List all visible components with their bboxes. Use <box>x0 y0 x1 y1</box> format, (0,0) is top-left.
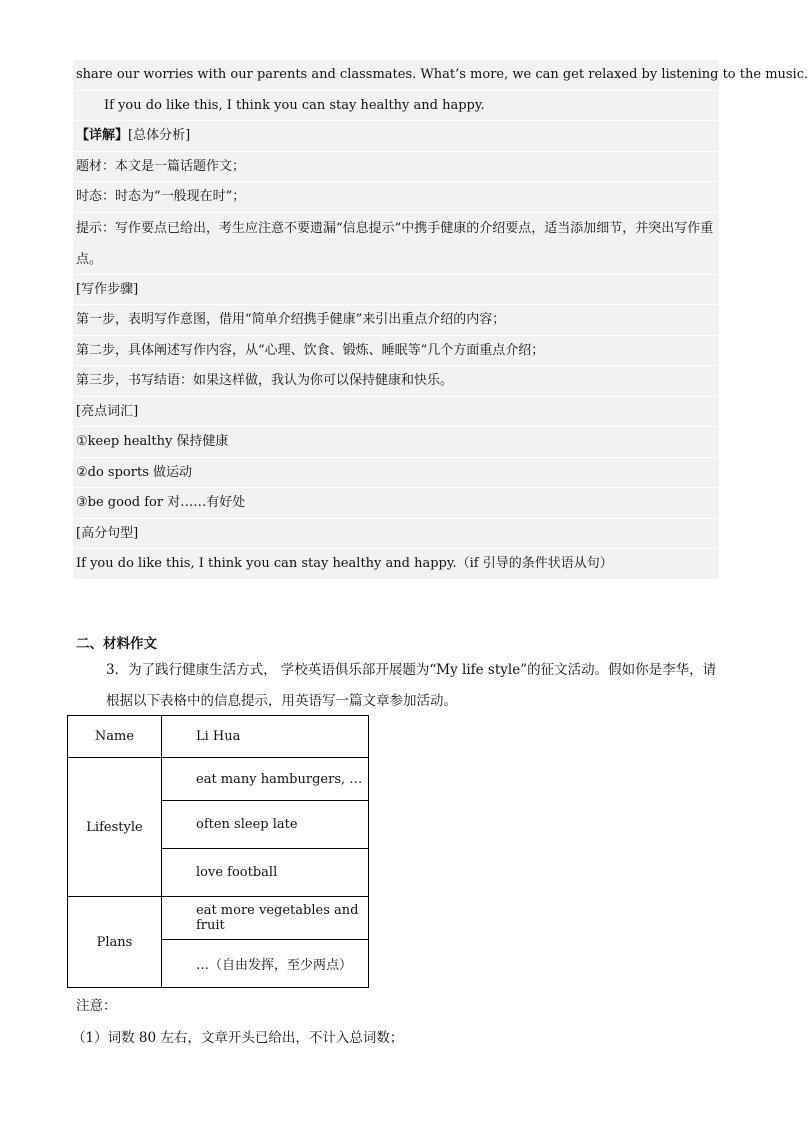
question-text <box>76 655 720 717</box>
lifestyle-item: eat many hamburgers, … <box>162 758 369 801</box>
vocab-heading: [亮点词汇] <box>73 397 719 428</box>
step-one: 第一步，表明写作意图，借用“简单介绍携手健康”来引出重点介绍的内容； <box>73 305 719 336</box>
hint-line: 提示：写作要点已给出，考生应注意不要遗漏“信息提示”中携手健康的介绍要点，适当添加细节，并突出写作重点。 <box>73 213 719 275</box>
notes <box>72 990 404 1054</box>
step-two: 第二步，具体阐述写作内容，从“心理、饮食、锻炼、睡眠等”几个方面重点介绍； <box>73 336 719 367</box>
sentence-pattern: If you do like this, I think you can stay healthy and happy.（if 引导的条件状语从句） <box>73 549 719 580</box>
plans-item: …（自由发挥，至少两点） <box>162 940 369 988</box>
vocab-item: ②do sports 做运动 <box>73 458 719 489</box>
info-table <box>67 715 369 988</box>
vocab-item: ③be good for 对……有好处 <box>73 488 719 519</box>
section-title: 二、材料作文 <box>76 636 157 652</box>
writing-steps-heading: [写作步骤] <box>73 275 719 306</box>
notes-title: 注意： <box>76 998 117 1014</box>
question-paragraph: 3．为了践行健康生活方式， 学校英语俱乐部开展题为“My life style”的征文活动。假如你是李华，请根据以下表格中的信息提示，用英语写一篇文章参加活动。 <box>106 662 717 709</box>
overall-analysis-tag: [总体分析] <box>128 128 191 143</box>
plans-item: eat more vegetables and fruit <box>162 897 369 940</box>
detail-heading <box>73 121 719 152</box>
note-item: （1）词数 80 左右，文章开头已给出，不计入总词数； <box>72 1030 404 1046</box>
plans-label: Plans <box>68 897 162 988</box>
table-row <box>68 758 369 801</box>
vocab-item: ①keep healthy 保持健康 <box>73 427 719 458</box>
lifestyle-item: love football <box>162 849 369 897</box>
detail-tag: 【详解】 <box>76 128 129 143</box>
table-row <box>68 716 369 758</box>
name-value: Li Hua <box>162 716 369 758</box>
table-row <box>68 897 369 940</box>
lifestyle-item: often sleep late <box>162 801 369 849</box>
name-label: Name <box>68 716 162 758</box>
answer-analysis-block <box>73 60 808 580</box>
tense-line: 时态：时态为“一般现在时”； <box>73 182 719 213</box>
lifestyle-label: Lifestyle <box>68 758 162 897</box>
model-answer-closing: If you do like this, I think you can stay healthy and happy. <box>73 91 719 122</box>
sentence-pattern-heading: [高分句型] <box>73 519 719 550</box>
model-answer-line: share our worries with our parents and classmates. What’s more, we can get relaxed by listening to the music. <box>73 60 719 91</box>
step-three: 第三步，书写结语：如果这样做，我认为你可以保持健康和快乐。 <box>73 366 719 397</box>
topic-line: 题材：本文是一篇话题作文； <box>73 152 719 183</box>
